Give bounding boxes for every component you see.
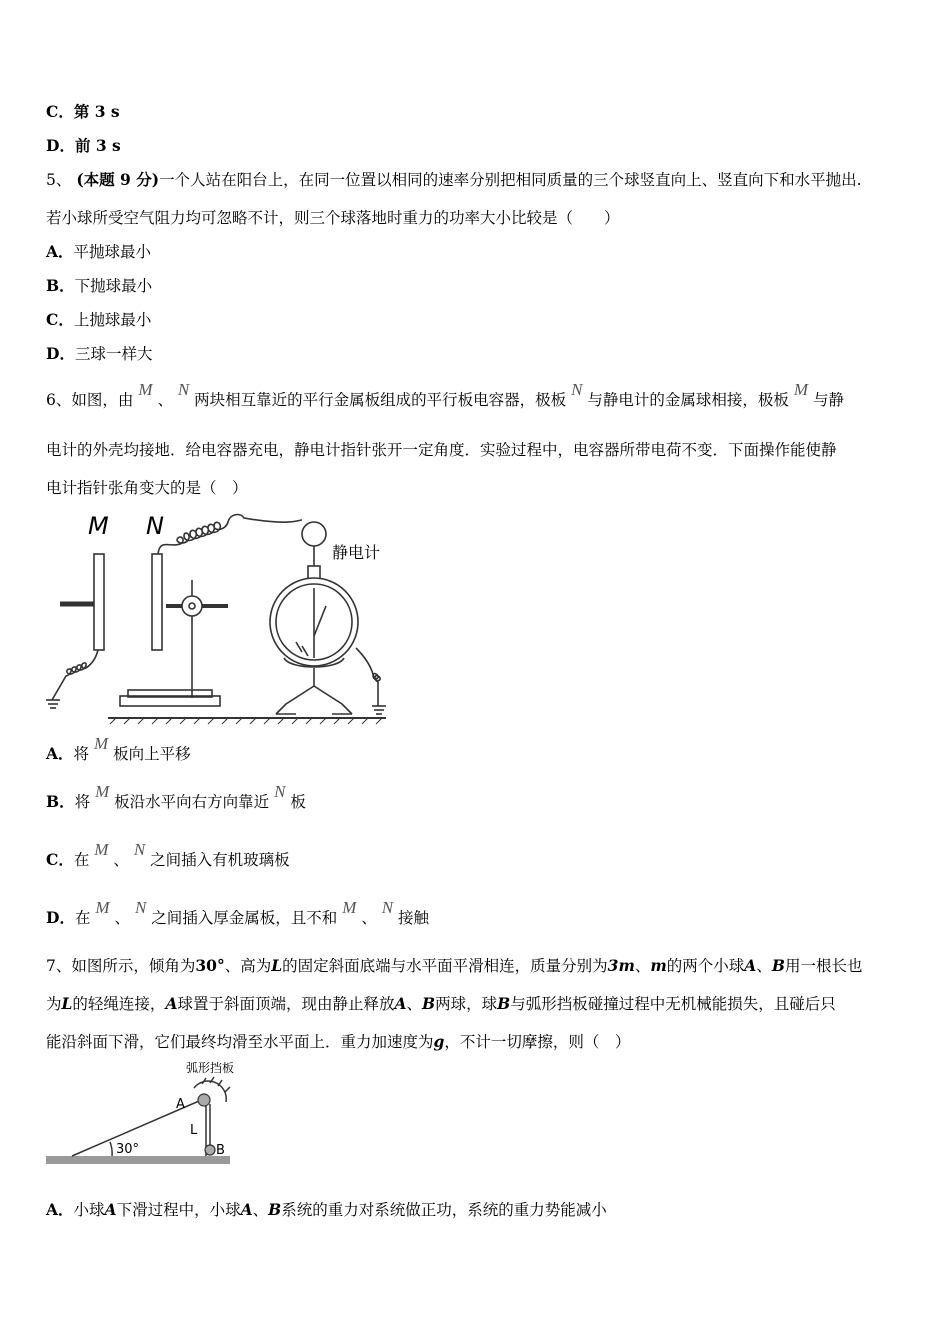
option-letter: C． [46, 850, 74, 869]
label-n: N [146, 512, 164, 540]
q6-option-c [46, 840, 290, 870]
stem-text: 能沿斜面下滑，它们最终均滑至水平面上．重力加速度为 [46, 1033, 434, 1051]
q4-option-d [46, 136, 121, 156]
option-letter: A． [46, 744, 74, 763]
option-text: 小球 [73, 1201, 105, 1219]
incline-figure [42, 1058, 242, 1168]
symbol-a: A [165, 994, 178, 1013]
option-text: 板沿水平向右方向靠近 [114, 793, 270, 811]
q7-stem-line-1: 7、如图所示，倾角为30°、高为L的固定斜面底端与水平面平滑相连，质量分别为3m、m的两个小球A、B用一根长也 [46, 956, 863, 975]
ground-surface [46, 1156, 230, 1164]
option-text: 系统的重力对系统做正功，系统的重力势能减小 [281, 1201, 607, 1219]
option-text: 平抛球最小 [73, 243, 152, 261]
ground-wire-m [52, 650, 98, 700]
stem-text: 的两个小球 [666, 957, 745, 975]
stem-text: 与静电计的金属球相接，极板 [587, 391, 789, 409]
symbol-a: A [394, 994, 407, 1013]
option-text: 下抛球最小 [74, 277, 153, 295]
q4-option-c [46, 102, 120, 122]
label-l: L [190, 1123, 198, 1138]
symbol-b: B [497, 994, 511, 1013]
option-letter: D． [46, 136, 75, 155]
question-number: 7、 [46, 957, 72, 975]
option-letter: D． [46, 908, 75, 927]
q5-option-c [46, 310, 151, 330]
stem-text: 如图所示，倾角为 [71, 957, 196, 975]
stem-text: 两块相互靠近的平行金属板组成的平行板电容器，极板 [194, 391, 567, 409]
option-letter: B． [46, 276, 75, 295]
question-number: 5、 [46, 171, 72, 189]
option-letter: A． [46, 1200, 74, 1219]
plate-m [94, 554, 104, 650]
stem-text: 与静 [812, 391, 844, 409]
question-tag: (本题 9 分) [76, 170, 160, 189]
label-baffle: 弧形挡板 [186, 1061, 235, 1075]
option-text: 在 [74, 909, 91, 927]
option-letter: C． [46, 102, 74, 121]
option-letter: C． [46, 310, 74, 329]
symbol-m: M [94, 840, 109, 859]
q5-stem-line-1 [46, 170, 862, 190]
q6-option-a [46, 734, 191, 764]
option-text: 上抛球最小 [73, 311, 152, 329]
stem-text: 的轻绳连接， [72, 995, 166, 1013]
stem-text: 用一根长也 [784, 957, 863, 975]
option-letter: A． [46, 242, 74, 261]
option-letter: D． [46, 344, 75, 363]
symbol-n: N [381, 898, 394, 917]
connecting-wire [158, 515, 302, 554]
stem-text: 电计的外壳均接地．给电容器充电，静电计指针张开一定角度．实验过程中，电容器所带电荷不变．下面操作能使静 [46, 441, 837, 459]
label-a: A [176, 1097, 185, 1112]
symbol-m: M [138, 380, 153, 399]
option-text: 下滑过程中，小球 [116, 1201, 241, 1219]
option-text: 板向上平移 [113, 745, 191, 763]
label-electrometer: 静电计 [332, 543, 381, 562]
symbol-l: L [61, 994, 73, 1013]
symbol-a: A [240, 1200, 253, 1219]
plate-n [152, 554, 162, 650]
symbol-n: N [133, 840, 146, 859]
mass-3m: 3m [607, 956, 635, 975]
electrometer-knob [302, 522, 326, 546]
ball-b [205, 1145, 215, 1155]
q7-stem-line-2: 为L的轻绳连接，A球置于斜面顶端，现由静止释放A、B两球，球B与弧形挡板碰撞过程中无机械能损失，且碰后只 [46, 994, 836, 1013]
stem-text: 若小球所受空气阻力均可忽略不计，则三个球落地时重力的功率大小比较是（ ） [46, 209, 620, 227]
stem-text: 的固定斜面底端与水平面平滑相连，质量分别为 [282, 957, 608, 975]
q6-stem-line-1 [46, 380, 844, 410]
stem-text: 球置于斜面顶端，现由静止释放 [177, 995, 395, 1013]
stem-text: 与弧形挡板碰撞过程中无机械能损失，且碰后只 [510, 995, 836, 1013]
mass-m: m [650, 956, 667, 975]
stem-text: 如图，由 [71, 391, 134, 409]
symbol-m: M [793, 380, 809, 399]
q6-stem-line-2 [46, 440, 837, 460]
option-text: 第 3 s [73, 102, 120, 121]
option-text: 前 3 s [74, 136, 121, 155]
stem-text: 两球，球 [435, 995, 498, 1013]
symbol-a: A [104, 1200, 117, 1219]
option-text: 之间插入有机玻璃板 [150, 851, 290, 869]
option-text: 将 [73, 745, 90, 763]
label-b: B [216, 1143, 225, 1158]
q5-option-b [46, 276, 152, 296]
symbol-m: M [95, 782, 110, 801]
option-text: 接触 [398, 909, 430, 927]
stem-text: 一个人站在阳台上，在同一位置以相同的速率分别把相同质量的三个球竖直向上、竖直向下和水平抛出. [159, 171, 862, 189]
option-text: 三球一样大 [74, 345, 153, 363]
label-angle: 30° [116, 1142, 140, 1157]
angle-value: 30° [195, 956, 225, 975]
q6-stem-line-3 [46, 478, 248, 498]
q5-option-a [46, 242, 151, 262]
q7-option-a: A．小球A下滑过程中，小球A、B系统的重力对系统做正功，系统的重力势能减小 [46, 1200, 607, 1219]
option-letter: B． [46, 792, 75, 811]
question-number: 6、 [46, 391, 72, 409]
symbol-m: M [342, 898, 357, 917]
symbol-a: A [744, 956, 757, 975]
option-text: 之间插入厚金属板，且不和 [151, 909, 338, 927]
q7-stem-line-3 [46, 1032, 630, 1052]
q5-stem-line-2 [46, 208, 620, 228]
symbol-m: M [95, 898, 110, 917]
option-text: 将 [74, 793, 91, 811]
symbol-n: N [177, 380, 190, 399]
symbol-n: N [571, 380, 583, 399]
symbol-n: N [134, 898, 147, 917]
symbol-m: M [93, 734, 109, 753]
capacitor-electrometer-figure [40, 508, 400, 728]
label-m: M [88, 512, 109, 540]
stem-text: 电计指针张角变大的是（ ） [46, 479, 248, 497]
q6-option-b [46, 782, 306, 812]
symbol-b: B [422, 994, 436, 1013]
q5-option-d [46, 344, 152, 364]
separator: 、 [114, 909, 131, 927]
q6-option-d [46, 898, 430, 928]
option-text: 在 [73, 851, 90, 869]
option-text: 板 [290, 793, 306, 811]
stem-text: 、高为 [224, 957, 272, 975]
ball-a [198, 1094, 210, 1106]
separator: 、 [361, 909, 377, 927]
symbol-l: L [271, 956, 283, 975]
symbol-b: B [771, 956, 785, 975]
stem-text: 、 [634, 957, 651, 975]
symbol-n: N [274, 782, 286, 801]
separator: 、 [157, 391, 173, 409]
stem-text: ，不计一切摩擦，则（ ） [444, 1033, 631, 1051]
symbol-b: B [268, 1200, 282, 1219]
symbol-g: g [433, 1032, 445, 1051]
separator: 、 [113, 851, 129, 869]
stem-text: 为 [46, 995, 62, 1013]
